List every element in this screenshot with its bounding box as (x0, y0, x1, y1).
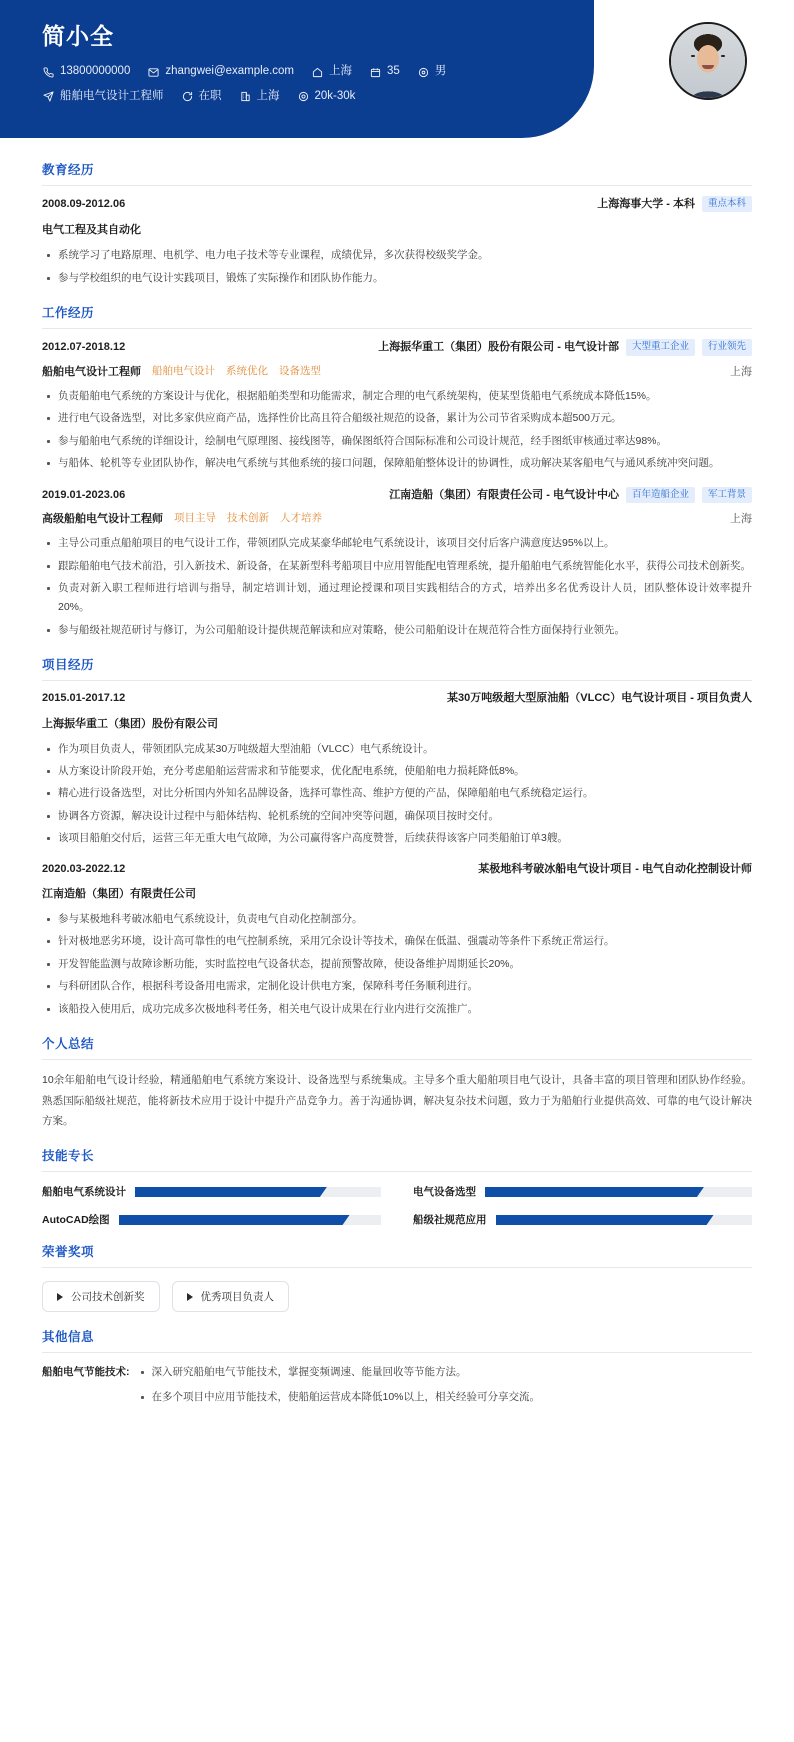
other-bullet-item: 深入研究船舶电气节能技术，掌握变频调速、能量回收等节能方法。 (152, 1363, 753, 1382)
entry-organization: 某极地科考破冰船电气设计项目 - 电气自动化控制设计师 (478, 862, 752, 875)
bullet-item: 负责船舶电气系统的方案设计与优化，根据船舶类型和功能需求，制定合理的电气系统架构，使某型货船电气系统成本降低15%。 (58, 387, 752, 406)
bullet-item: 与船体、轮机等专业团队协作，解决电气系统与其他系统的接口问题，保障船舶整体设计的协调性，成功解决某客船电气与通风系统冲突问题。 (58, 454, 752, 473)
target-icon (42, 90, 55, 103)
entry-tag: 百年造船企业 (626, 487, 695, 503)
work-role-tag: 系统优化 (226, 364, 268, 377)
contact-item-text: zhangwei@example.com (165, 65, 295, 78)
entry-organization: 江南造船（集团）有限责任公司 - 电气设计中心 (389, 488, 619, 501)
education-major: 电气工程及其自动化 (42, 224, 141, 237)
work-role-group (42, 512, 322, 526)
project-entries (42, 691, 752, 1019)
contact-item-text: 35 (387, 65, 400, 78)
skill-progress-fill (496, 1215, 714, 1225)
work-role-group (42, 365, 321, 379)
avatar (669, 22, 747, 100)
bullet-item: 与科研团队合作，根据科考设备用电需求，定制化设计供电方案，保障科考任务顺利进行。 (58, 977, 752, 996)
skill-name: 船舶电气系统设计 (42, 1186, 126, 1199)
work-entries (42, 339, 752, 640)
section-title-summary: 个人总结 (42, 1034, 752, 1060)
section-skills (42, 1146, 752, 1227)
bullet-item: 该项目船舶交付后，运营三年无重大电气故障，为公司赢得客户高度赞誉，后续获得该客户同类船舶订单3艘。 (58, 829, 752, 848)
entry-organization: 上海海事大学 - 本科 (597, 198, 695, 211)
resume-header (0, 0, 794, 145)
work-role-title: 高级船舶电气设计工程师 (42, 512, 163, 525)
education-entry (42, 196, 752, 288)
entry-header-row (42, 862, 752, 876)
section-title-awards: 荣誉奖项 (42, 1242, 752, 1268)
skill-item (42, 1184, 381, 1199)
project-company: 江南造船（集团）有限责任公司 (42, 887, 196, 900)
work-entry (42, 339, 752, 473)
entry-date: 2015.01-2017.12 (42, 692, 126, 705)
bullet-item: 从方案设计阶段开始，充分考虑船舶运营需求和节能要求，优化配电系统，使船舶电力损耗降低8%。 (58, 762, 752, 781)
contact-item-email (147, 65, 294, 79)
entry-organization: 某30万吨级超大型原油船（VLCC）电气设计项目 - 项目负责人 (447, 692, 752, 705)
entry-tag: 军工背景 (702, 487, 752, 503)
contact-item-age (369, 65, 400, 79)
work-role-tag: 设备选型 (279, 364, 321, 377)
work-role-row (42, 365, 752, 379)
skill-progress-fill (135, 1187, 327, 1197)
entry-org-and-tags (478, 862, 752, 876)
play-triangle-icon (57, 1293, 63, 1301)
entry-org-and-tags (597, 196, 752, 212)
skill-progress-fill (485, 1187, 704, 1197)
section-education (42, 160, 752, 288)
contact-item-text: 在职 (198, 90, 222, 103)
entry-header-row (42, 691, 752, 705)
bullet-item: 针对极地恶劣环境，设计高可靠性的电气控制系统，采用冗余设计等技术，确保在低温、强震动等条件下系统正常运行。 (58, 932, 752, 951)
contact-item-text: 20k-30k (314, 90, 356, 103)
bullet-item: 作为项目负责人，带领团队完成某30万吨级超大型油船（VLCC）电气系统设计。 (58, 740, 752, 759)
avatar-eye-left (691, 55, 695, 57)
entry-date: 2012.07-2018.12 (42, 341, 126, 354)
work-role-row (42, 512, 752, 526)
work-role-tag: 技术创新 (227, 512, 269, 525)
other-info-row (42, 1363, 752, 1412)
entry-org-and-tags (389, 487, 752, 503)
award-label: 优秀项目负责人 (200, 1291, 274, 1304)
entry-org-and-tags (447, 691, 752, 705)
entry-tag: 行业领先 (702, 339, 752, 355)
salary-icon (297, 90, 310, 103)
home-icon (311, 66, 324, 79)
avatar-face (671, 24, 745, 98)
entry-header-row (42, 196, 752, 212)
bullet-item: 精心进行设备选型，对比分析国内外知名品牌设备，选择可靠性高、维护方便的产品，保障船舶电气系统稳定运行。 (58, 784, 752, 803)
section-title-skills: 技能专长 (42, 1146, 752, 1172)
skill-name: AutoCAD绘图 (42, 1214, 110, 1227)
summary-text: 10余年船舶电气设计经验，精通船舶电气系统方案设计、设备选型与系统集成。主导多个重大船舶项目电气设计，具备丰富的项目管理和团队协作经验。熟悉国际船级社规范，能将新技术应用于设计中提升产品竞争力。善于沟通协调，解决复杂技术问题，致力于为船舶行业提供高效、可靠的电气设计解决方案。 (42, 1074, 752, 1128)
candidate-name: 简小全 (42, 23, 114, 49)
bullet-list (42, 387, 752, 474)
skill-progress-fill (119, 1215, 350, 1225)
other-bullet-item: 在多个项目中应用节能技术，使船舶运营成本降低10%以上，相关经验可分享交流。 (152, 1388, 753, 1407)
bullet-item: 开发智能监测与故障诊断功能，实时监控电气设备状态，提前预警故障，使设备维护周期延长20%。 (58, 955, 752, 974)
project-entry (42, 862, 752, 1019)
bullet-item: 参与船级社规范研讨与修订，为公司船舶设计提供规范解读和应对策略，使公司船舶设计在规范符合性方面保持行业领先。 (58, 621, 752, 640)
contact-item-city (239, 90, 280, 104)
work-role-tag: 项目主导 (174, 512, 216, 525)
contact-item-text: 船舶电气设计工程师 (60, 90, 164, 103)
award-card[interactable] (42, 1281, 160, 1312)
work-entry (42, 487, 752, 641)
skill-progress-track (119, 1215, 381, 1225)
section-work (42, 303, 752, 640)
entry-date: 2008.09-2012.06 (42, 198, 126, 211)
phone-icon (42, 66, 55, 79)
contact-item-salary (297, 90, 356, 104)
bullet-item: 该船投入使用后，成功完成多次极地科考任务，相关电气设计成果在行业内进行交流推广。 (58, 1000, 752, 1019)
entry-date: 2020.03-2022.12 (42, 862, 126, 875)
bullet-item: 进行电气设备选型，对比多家供应商产品，选择性价比高且符合船级社规范的设备，累计为公司节省采购成本超500万元。 (58, 409, 752, 428)
award-card[interactable] (172, 1281, 290, 1312)
skill-progress-track (496, 1215, 753, 1225)
section-other (42, 1327, 752, 1412)
skill-item (42, 1212, 381, 1227)
entry-header-row (42, 487, 752, 503)
section-summary (42, 1034, 752, 1131)
bullet-item: 参与学校组织的电气设计实践项目，锻炼了实际操作和团队协作能力。 (58, 269, 752, 288)
section-title-education: 教育经历 (42, 160, 752, 186)
work-role-tag: 人才培养 (280, 512, 322, 525)
section-title-projects: 项目经历 (42, 655, 752, 681)
status-icon (181, 90, 194, 103)
skills-grid (42, 1182, 752, 1227)
bullet-item: 协调各方资源，解决设计过程中与船体结构、轮机系统的空间冲突等问题，确保项目按时交付。 (58, 807, 752, 826)
age-icon (369, 66, 382, 79)
entry-tag: 重点本科 (702, 196, 752, 212)
project-entry (42, 691, 752, 848)
contact-item-target (42, 90, 164, 104)
bullet-list (42, 246, 752, 288)
work-location: 上海 (730, 512, 752, 525)
other-info-bullets (134, 1363, 753, 1412)
other-info-label: 船舶电气节能技术: (42, 1366, 130, 1379)
bullet-list (42, 740, 752, 849)
bullet-item: 系统学习了电路原理、电机学、电力电子技术等专业课程，成绩优异，多次获得校级奖学金。 (58, 246, 752, 265)
skill-progress-track (135, 1187, 381, 1197)
city-icon (239, 90, 252, 103)
contact-item-phone (42, 65, 130, 79)
contact-item-gender (417, 65, 447, 79)
contact-item-text: 上海 (256, 90, 280, 103)
skill-item (413, 1184, 752, 1199)
award-label: 公司技术创新奖 (71, 1291, 145, 1304)
section-projects (42, 655, 752, 1019)
bullet-list (42, 534, 752, 640)
contact-item-status (181, 90, 222, 104)
bullet-item: 参与船舶电气系统的详细设计，绘制电气原理图、接线图等，确保图纸符合国际标准和公司设计规范，经手图纸审核通过率达98%。 (58, 432, 752, 451)
bullet-item: 主导公司重点船舶项目的电气设计工作，带领团队完成某豪华邮轮电气系统设计，该项目交付后客户满意度达95%以上。 (58, 534, 752, 553)
entry-org-and-tags (378, 339, 752, 355)
email-icon (147, 66, 160, 79)
skill-progress-track (485, 1187, 752, 1197)
entry-organization: 上海振华重工（集团）股份有限公司 - 电气设计部 (378, 341, 619, 354)
skill-name: 船级社规范应用 (413, 1214, 487, 1227)
gender-icon (417, 66, 430, 79)
section-title-other: 其他信息 (42, 1327, 752, 1353)
bullet-item: 负责对新入职工程师进行培训与指导，制定培训计划，通过理论授课和项目实践相结合的方式，培养出多名优秀设计人员，团队整体设计效率提升20%。 (58, 579, 752, 618)
project-company: 上海振华重工（集团）股份有限公司 (42, 717, 218, 730)
section-title-work: 工作经历 (42, 303, 752, 329)
entry-tag: 大型重工企业 (626, 339, 695, 355)
bullet-item: 跟踪船舶电气技术前沿，引入新技术、新设备，在某新型科考船项目中应用智能配电管理系统，提升船舶电气系统智能化水平，获得公司技术创新奖。 (58, 557, 752, 576)
bullet-item: 参与某极地科考破冰船电气系统设计，负责电气自动化控制部分。 (58, 910, 752, 929)
work-role-title: 船舶电气设计工程师 (42, 365, 141, 378)
entry-header-row (42, 339, 752, 355)
awards-list (42, 1278, 752, 1312)
section-awards (42, 1242, 752, 1312)
skill-name: 电气设备选型 (413, 1186, 476, 1199)
work-role-tag: 船舶电气设计 (152, 364, 215, 377)
play-triangle-icon (187, 1293, 193, 1301)
resume-body (0, 160, 794, 1412)
contact-item-home (311, 65, 352, 79)
entry-date: 2019.01-2023.06 (42, 488, 126, 501)
bullet-list (42, 910, 752, 1019)
contact-item-text: 13800000000 (60, 65, 131, 78)
skill-item (413, 1212, 752, 1227)
education-entries (42, 196, 752, 288)
contact-item-text: 男 (434, 65, 447, 78)
avatar-eye-right (721, 55, 725, 57)
contact-item-text: 上海 (329, 65, 353, 78)
work-location: 上海 (730, 365, 752, 378)
